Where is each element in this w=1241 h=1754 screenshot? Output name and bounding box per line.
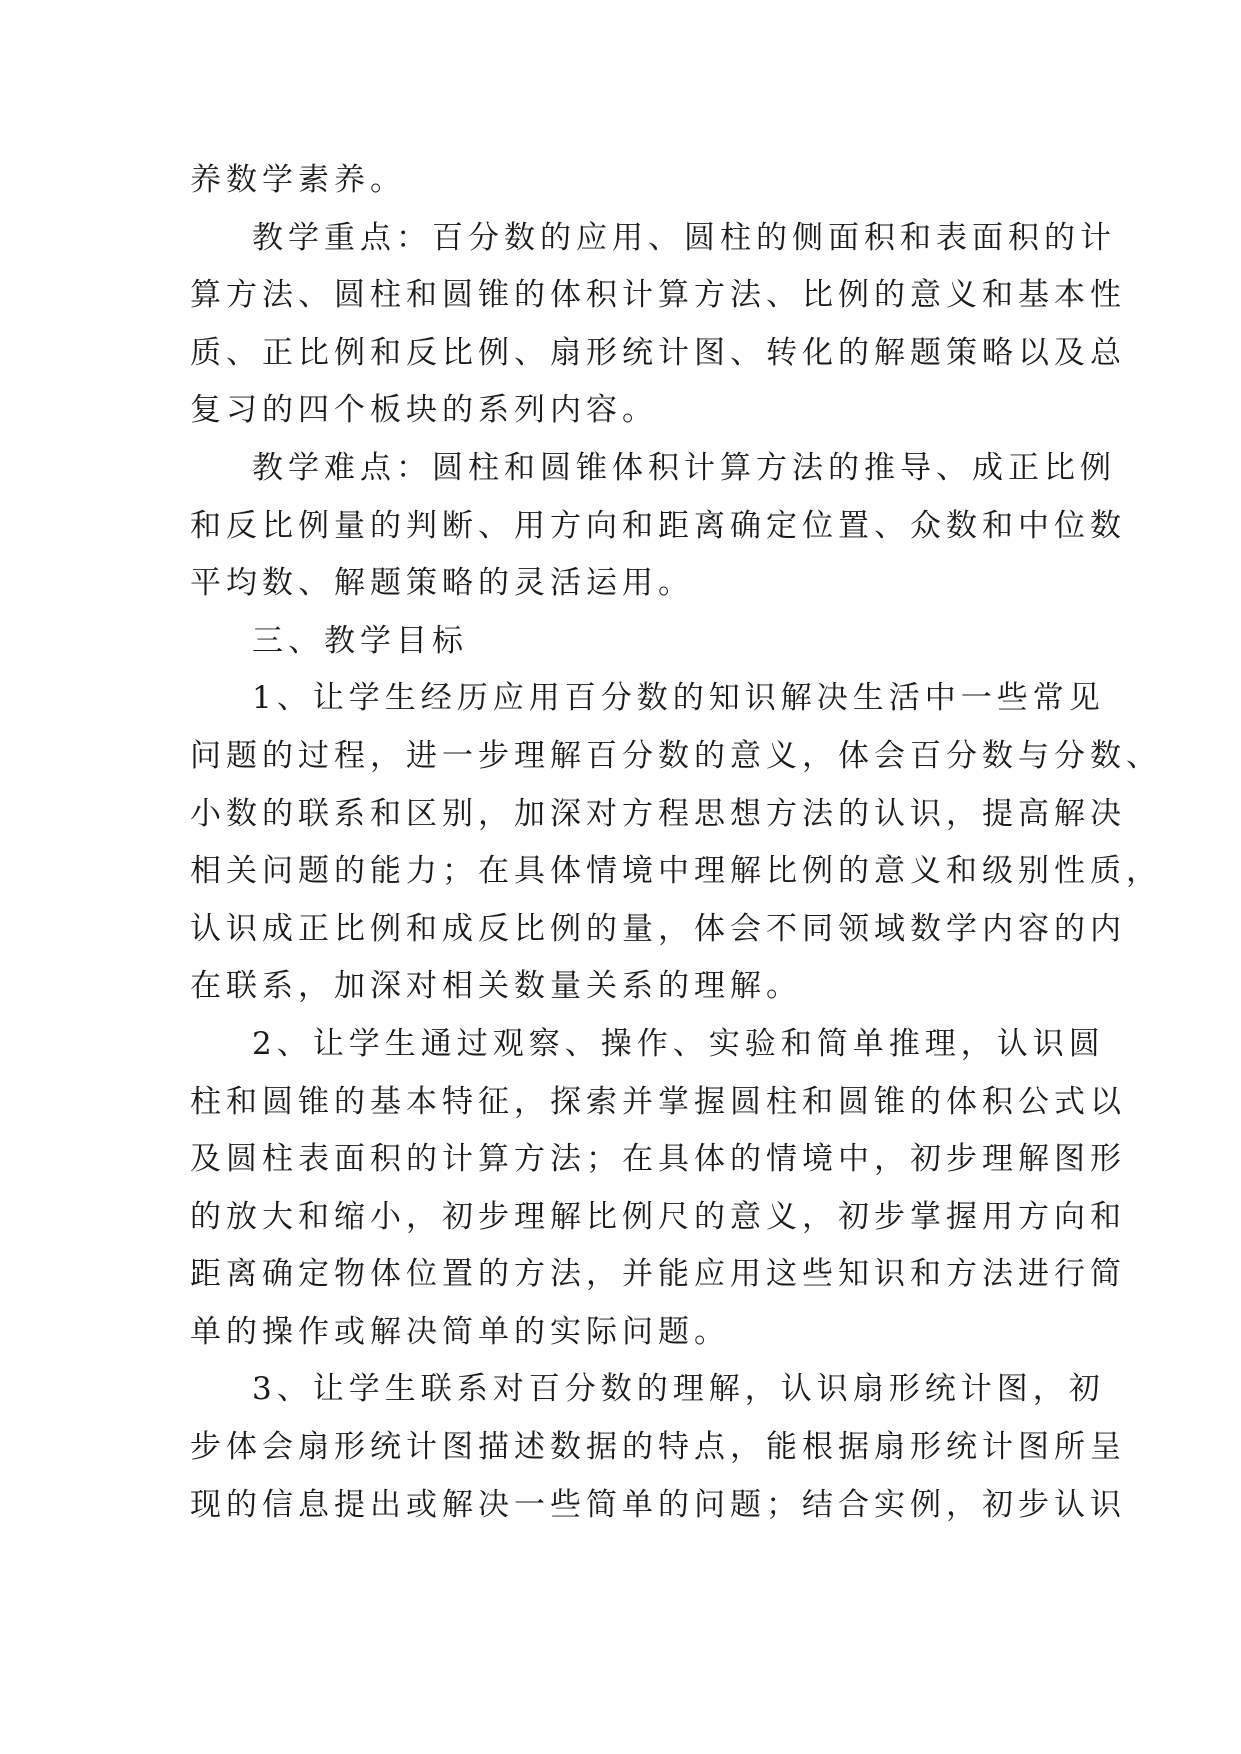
text-line-13: 相关问题的能力；在具体情境中理解比例的意义和级别性质， [190, 853, 1162, 890]
text-line-15: 在联系，加深对相关数量关系的理解。 [190, 968, 802, 1005]
text-line-3: 算方法、圆柱和圆锥的体积计算方法、比例的意义和基本性 [190, 277, 1126, 314]
section-heading-teaching-objectives: 三、教学目标 [252, 622, 468, 659]
text-line-17: 柱和圆锥的基本特征，探索并掌握圆柱和圆锥的体积公式以 [190, 1083, 1126, 1120]
text-line-23: 步体会扇形统计图描述数据的特点，能根据扇形统计图所呈 [190, 1429, 1126, 1466]
text-line-20: 距离确定物体位置的方法，并能应用这些知识和方法进行简 [190, 1256, 1126, 1293]
text-line-11: 问题的过程，进一步理解百分数的意义，体会百分数与分数、 [190, 737, 1162, 774]
objective-1-start: 1、让学生经历应用百分数的知识解决生活中一些常见 [252, 680, 1105, 717]
text-line-12: 小数的联系和区别，加深对方程思想方法的认识，提高解决 [190, 795, 1126, 832]
text-line-19: 的放大和缩小，初步理解比例尺的意义，初步掌握用方向和 [190, 1198, 1126, 1235]
objective-2-start: 2、让学生通过观察、操作、实验和简单推理，认识圆 [252, 1025, 1105, 1062]
text-line-21: 单的操作或解决简单的实际问题。 [190, 1313, 730, 1350]
text-line-4: 质、正比例和反比例、扇形统计图、转化的解题策略以及总 [190, 334, 1126, 371]
text-line-24: 现的信息提出或解决一些简单的问题；结合实例，初步认识 [190, 1486, 1126, 1523]
text-line-1: 养数学素养。 [190, 162, 406, 198]
paragraph-difficulties-start: 教学难点：圆柱和圆锥体积计算方法的推导、成正比例 [252, 449, 1116, 486]
paragraph-key-points-start: 教学重点：百分数的应用、圆柱的侧面积和表面积的计 [252, 219, 1116, 256]
text-line-7: 和反比例量的判断、用方向和距离确定位置、众数和中位数 [190, 507, 1126, 544]
objective-3-start: 3、让学生联系对百分数的理解，认识扇形统计图，初 [252, 1371, 1105, 1408]
text-line-8: 平均数、解题策略的灵活运用。 [190, 565, 694, 602]
text-line-14: 认识成正比例和成反比例的量，体会不同领域数学内容的内 [190, 910, 1126, 947]
document-body [190, 152, 1162, 1534]
text-line-5: 复习的四个板块的系列内容。 [190, 392, 658, 429]
text-line-18: 及圆柱表面积的计算方法；在具体的情境中，初步理解图形 [190, 1141, 1126, 1178]
